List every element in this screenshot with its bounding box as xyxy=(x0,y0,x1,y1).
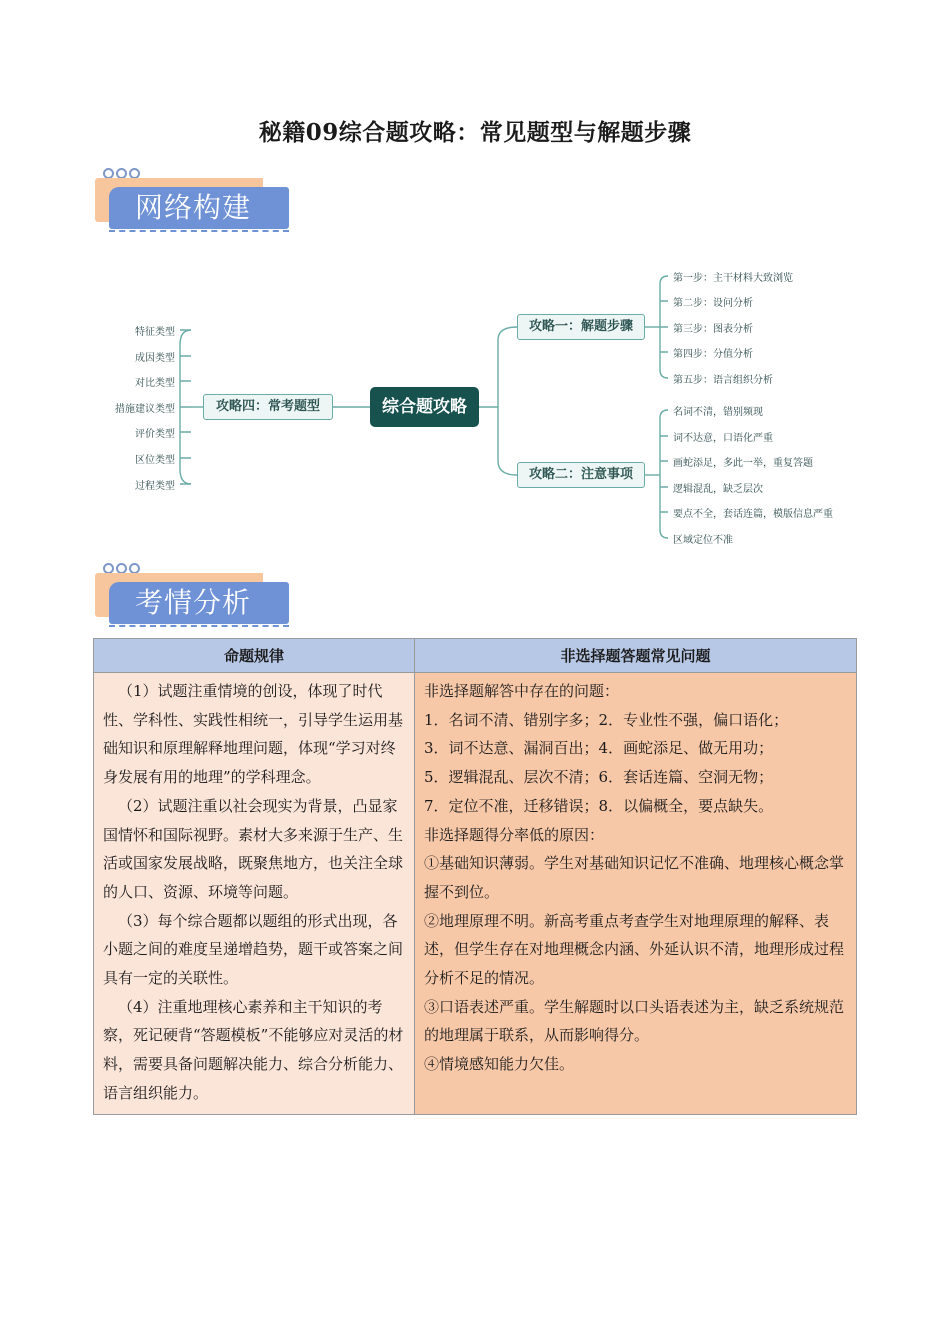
circles-decoration xyxy=(103,559,142,573)
strategy2-item: 要点不全，套话连篇，模版信息严重 xyxy=(673,509,833,520)
strategy2-node: 攻略二：注意事项 xyxy=(517,462,645,488)
strategy4-item: 成因类型 xyxy=(135,353,175,364)
section-badge-analysis xyxy=(95,559,295,634)
problem-line: ④情境感知能力欠佳。 xyxy=(424,1055,575,1074)
table-header: 命题规律 xyxy=(94,639,415,673)
strategy2-item: 名词不清，错别频现 xyxy=(673,407,763,418)
strategy1-item: 第一步：主干材料大致浏览 xyxy=(673,273,793,284)
strategy1-node: 攻略一：解题步骤 xyxy=(517,314,645,340)
problem-line: 7．定位不准，迁移错误；8．以偏概全，要点缺失。 xyxy=(424,796,774,815)
rule-paragraph: （2）试题注重以社会现实为背景，凸显家国情怀和国际视野。素材大多来源于生产、生活或国家发展战略，既聚焦地方，也关注全球的人口、资源、环境等问题。 xyxy=(103,796,404,901)
common-problems-cell xyxy=(415,673,857,1115)
rule-paragraph: （1）试题注重情境的创设，体现了时代性、学科性、实践性相统一，引导学生运用基础知识和原理解释地理问题，体现“学习对终身发展有用的地理”的学科理念。 xyxy=(103,682,404,787)
strategy4-item: 过程类型 xyxy=(135,481,175,492)
problem-line: ①基础知识薄弱。学生对基础知识记忆不准确、地理核心概念掌握不到位。 xyxy=(424,854,845,901)
strategy1-item: 第三步：图表分析 xyxy=(673,324,753,335)
problem-line: 非选择题得分率低的原因： xyxy=(424,825,605,844)
page-title: 秘籍09综合题攻略：常见题型与解题步骤 xyxy=(258,119,692,146)
table-header: 非选择题答题常见问题 xyxy=(415,639,857,673)
proposition-rules-cell xyxy=(94,673,415,1115)
strategy4-item: 措施建议类型 xyxy=(115,404,175,415)
exam-analysis-table xyxy=(93,638,857,1115)
strategy2-item: 区域定位不准 xyxy=(673,535,733,546)
strategy1-item: 第二步：设问分析 xyxy=(673,298,753,309)
strategy4-item: 对比类型 xyxy=(135,378,175,389)
section-title-network: 网络构建 xyxy=(109,187,289,229)
strategy2-item: 逻辑混乱，缺乏层次 xyxy=(673,484,763,495)
problem-line: 5．逻辑混乱、层次不清；6．套话连篇、空洞无物； xyxy=(424,768,774,787)
strategy1-item: 第四步：分值分析 xyxy=(673,349,753,360)
problem-line: 3．词不达意、漏洞百出；4．画蛇添足、做无用功； xyxy=(424,739,774,758)
problem-line: 1．名词不清、错别字多；2．专业性不强，偏口语化； xyxy=(424,710,789,729)
problem-line: 非选择题解答中存在的问题： xyxy=(424,682,620,700)
rule-paragraph: （3）每个综合题都以题组的形式出现，各小题之间的难度呈递增趋势，题干或答案之间具有一定的关联性。 xyxy=(103,911,404,988)
section-title-analysis: 考情分析 xyxy=(109,582,289,624)
strategy4-item: 评价类型 xyxy=(135,429,175,440)
strategy4-item: 特征类型 xyxy=(135,327,175,338)
strategy4-item: 区位类型 xyxy=(135,455,175,466)
problem-line: ③口语表述严重。学生解题时以口头语表述为主，缺乏系统规范的地理属于联系，从而影响得分。 xyxy=(424,997,845,1045)
problem-line: ②地理原理不明。新高考重点考查学生对地理原理的解释、表述，但学生存在对地理概念内涵、外延认识不清，地理形成过程分析不足的情况。 xyxy=(424,911,845,988)
strategy1-item: 第五步：语言组织分析 xyxy=(673,375,773,386)
mind-map-center-node: 综合题攻略 xyxy=(370,387,479,427)
strategy4-node: 攻略四：常考题型 xyxy=(203,394,333,420)
rule-paragraph: （4）注重地理核心素养和主干知识的考察，死记硬背“答题模板”不能够应对灵活的材料，需要具备问题解决能力、综合分析能力、语言组织能力。 xyxy=(103,997,404,1102)
strategy2-item: 词不达意，口语化严重 xyxy=(673,433,773,444)
strategy2-item: 画蛇添足，多此一举，重复答题 xyxy=(673,458,813,469)
